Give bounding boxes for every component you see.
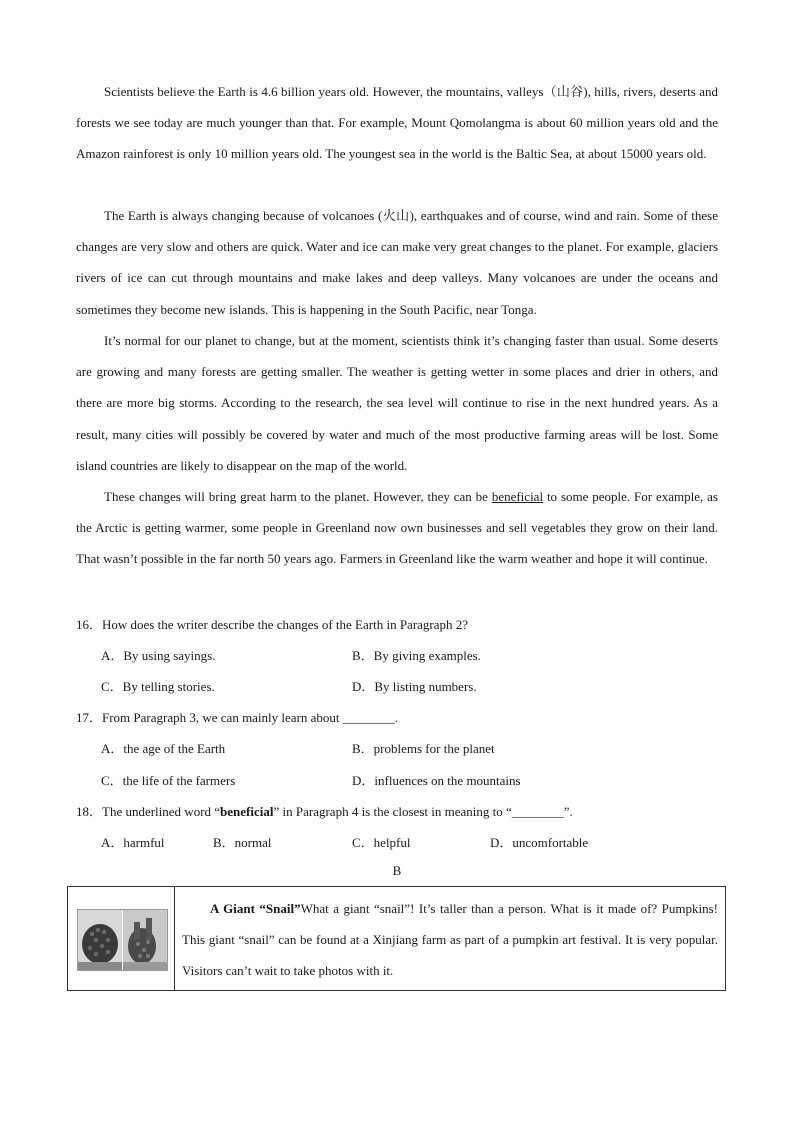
question-16-option-a[interactable]: A．By using sayings. (101, 648, 216, 663)
question-18-bold-word: beneficial (220, 804, 274, 819)
pumpkin-snail-image-icon (78, 910, 167, 970)
question-18-option-a[interactable]: A．harmful (101, 835, 165, 850)
question-18-stem-after: ” in Paragraph 4 is the closest in meaning to “________”. (273, 804, 573, 819)
snail-info-box (67, 886, 726, 991)
question-16-stem: 16．How does the writer describe the changes of the Earth in Paragraph 2? (76, 617, 469, 632)
paragraph-4 (76, 481, 718, 575)
question-17-stem: 17．From Paragraph 3, we can mainly learn about ________. (76, 710, 399, 725)
snail-title: A Giant “Snail” (210, 901, 301, 916)
paragraph-1: Scientists believe the Earth is 4.6 billion years old. However, the mountains, valleys（山谷), hills, rivers, deserts and forests we see today are much younger than that. For example, Mount Qomolangma is about 60 million years old and the Amazon rainforest is only 10 million years old. The youngest sea in the world is the Baltic Sea, at about 15000 years old. (76, 84, 718, 162)
question-18-option-d[interactable]: D．uncomfortable (490, 835, 589, 850)
snail-description (182, 893, 718, 987)
box-divider (174, 887, 175, 990)
question-17-option-a[interactable]: A．the age of the Earth (101, 741, 226, 756)
question-16-option-d[interactable]: D．By listing numbers. (352, 679, 477, 694)
question-17-option-c[interactable]: C．the life of the farmers (101, 773, 236, 788)
paragraph-2: The Earth is always changing because of volcanoes (火山), earthquakes and of course, wind and rain. Some of these changes are very slow and others are quick. Water and ice can make very great changes to the planet. For example, glaciers rivers of ice can cut through mountains and make lakes and deep valleys. Many volcanoes are under the oceans and sometimes they become new islands. This is happening in the South Pacific, near Tonga. (76, 208, 718, 317)
question-17-option-b[interactable]: B．problems for the planet (352, 741, 495, 756)
question-18-option-c[interactable]: C．helpful (352, 835, 411, 850)
question-18-stem-before: 18．The underlined word “ (76, 804, 221, 819)
underlined-word: beneficial (491, 489, 544, 504)
snail-body: What a giant “snail”! It’s taller than a person. What is it made of? Pumpkins! This giant “snail” can be found at a Xinjiang farm as part of a pumpkin art festival. It is very popular. Visitors can’t wait to take photos with it. (182, 901, 718, 979)
paragraph-3: It’s normal for our planet to change, but at the moment, scientists think it’s changing faster than usual. Some deserts are growing and many forests are getting smaller. The weather is getting wetter in some places and drier in others, and there are more big storms. According to the research, the sea level will continue to rise in the next hundred years. As a result, many cities will possibly be covered by water and much of the most productive farming areas will be lost. Some island countries are likely to disappear on the map of the world. (76, 333, 718, 473)
paragraph-4-text-after: to some people. For example, as the Arctic is getting warmer, some people in Greenland now own businesses and sell vegetables they grow on their land. That wasn’t possible in the far north 50 years ago. Farmers in Greenland like the warm weather and hope it will continue. (76, 489, 718, 567)
question-16-option-c[interactable]: C．By telling stories. (101, 679, 215, 694)
question-18-option-b[interactable]: B．normal (213, 835, 272, 850)
paragraph-4-text-before: These changes will bring great harm to the planet. However, they can be (104, 489, 492, 504)
question-16-option-b[interactable]: B．By giving examples. (352, 648, 481, 663)
pumpkin-snail-photo (77, 909, 168, 971)
section-label-b: B (392, 863, 402, 878)
question-18-stem (76, 801, 573, 820)
question-17-option-d[interactable]: D．influences on the mountains (352, 773, 521, 788)
